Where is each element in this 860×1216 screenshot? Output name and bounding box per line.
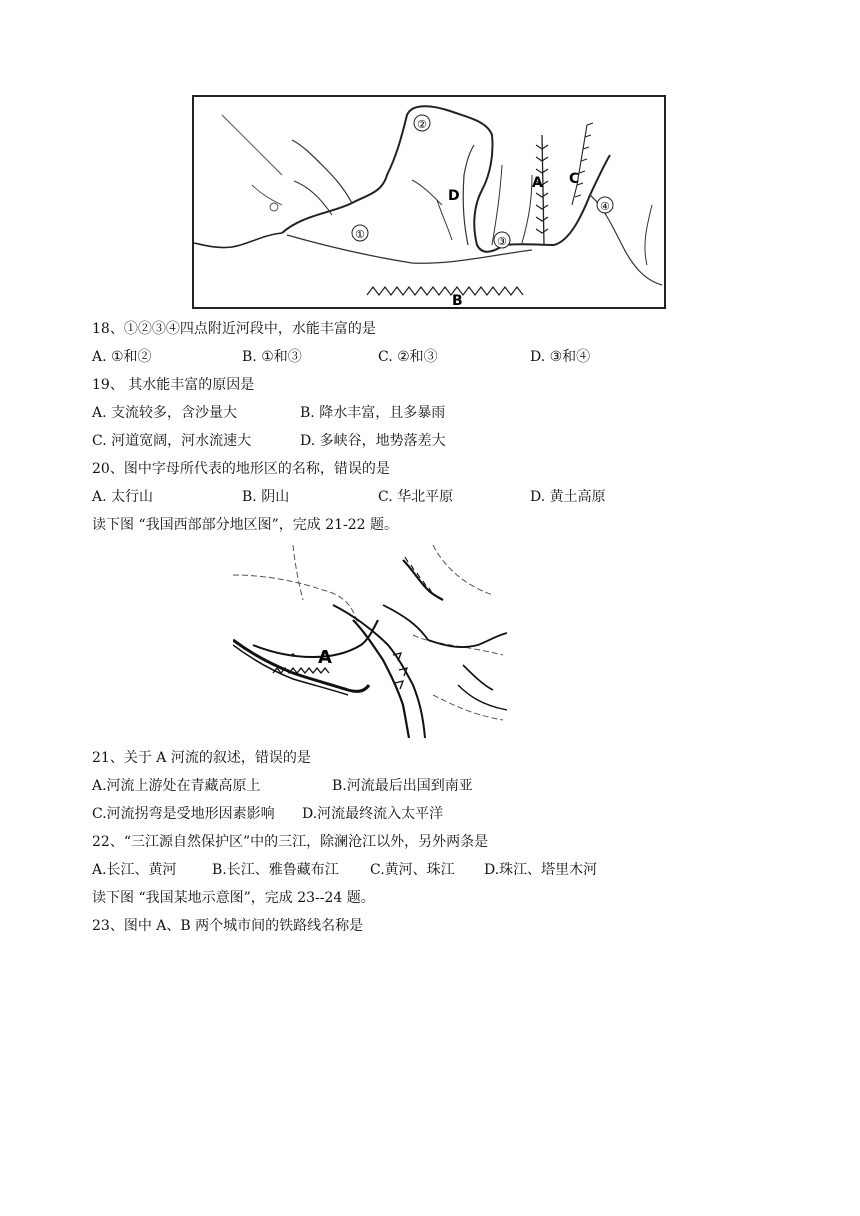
q21-option-d[interactable]: D.河流最终流入太平洋 bbox=[302, 806, 444, 822]
q21-option-b[interactable]: B.河流最后出国到南亚 bbox=[332, 778, 473, 794]
q18-option-a[interactable]: A. ①和② bbox=[92, 349, 152, 365]
map2-label-A: A bbox=[318, 647, 332, 668]
map1-label-4: ④ bbox=[600, 200, 610, 213]
western-china-map bbox=[233, 545, 507, 738]
q19-option-b[interactable]: B. 降水丰富，且多暴雨 bbox=[300, 405, 446, 421]
map1-label-B: B bbox=[452, 293, 463, 309]
q21-option-c[interactable]: C.河流拐弯是受地形因素影响 bbox=[92, 806, 275, 822]
map1-label-D: D bbox=[448, 188, 460, 204]
q20-option-c[interactable]: C. 华北平原 bbox=[378, 489, 454, 505]
q21-option-a[interactable]: A.河流上游处在青藏高原上 bbox=[92, 778, 261, 794]
q21-stem: 21、关于 A 河流的叙述，错误的是 bbox=[92, 750, 311, 766]
q19-options-row2 bbox=[92, 429, 812, 453]
q18-options bbox=[92, 345, 812, 369]
q22-stem: 22、“三江源自然保护区”中的三江，除澜沧江以外，另外两条是 bbox=[92, 834, 489, 850]
q21-options-row2 bbox=[92, 802, 812, 826]
q18-option-b[interactable]: B. ①和③ bbox=[242, 349, 302, 365]
q19-option-a[interactable]: A. 支流较多，含沙量大 bbox=[92, 405, 238, 421]
q22-option-d[interactable]: D.珠江、塔里木河 bbox=[484, 862, 598, 878]
q22-option-a[interactable]: A.长江、黄河 bbox=[92, 862, 177, 878]
map1-label-1: ① bbox=[355, 228, 365, 241]
q18-option-d[interactable]: D. ③和④ bbox=[530, 349, 591, 365]
intro-21-22: 读下图 “我国西部部分地区图”，完成 21-22 题。 bbox=[92, 517, 399, 533]
map1-label-A: A bbox=[532, 175, 543, 191]
map1-label-2: ② bbox=[417, 118, 427, 131]
q19-option-d[interactable]: D. 多峡谷，地势落差大 bbox=[300, 433, 446, 449]
q20-options bbox=[92, 485, 812, 509]
q19-options-row1 bbox=[92, 401, 812, 425]
map1-label-C: C bbox=[569, 171, 580, 187]
yellow-river-map bbox=[192, 95, 666, 309]
q22-option-c[interactable]: C.黄河、珠江 bbox=[370, 862, 455, 878]
q19-option-c[interactable]: C. 河道宽阔，河水流速大 bbox=[92, 433, 252, 449]
q23-stem: 23、图中 A、B 两个城市间的铁路线名称是 bbox=[92, 918, 364, 934]
q20-option-b[interactable]: B. 阴山 bbox=[242, 489, 290, 505]
intro-23-24: 读下图 “我国某地示意图”，完成 23--24 题。 bbox=[92, 890, 375, 906]
q22-option-b[interactable]: B.长江、雅鲁藏布江 bbox=[212, 862, 339, 878]
q20-option-a[interactable]: A. 太行山 bbox=[92, 489, 154, 505]
q22-options bbox=[92, 858, 812, 882]
q19-stem: 19、 其水能丰富的原因是 bbox=[92, 377, 255, 393]
q18-option-c[interactable]: C. ②和③ bbox=[378, 349, 438, 365]
map1-label-3: ③ bbox=[497, 235, 507, 248]
q21-options-row1 bbox=[92, 774, 812, 798]
q20-stem: 20、图中字母所代表的地形区的名称，错误的是 bbox=[92, 461, 390, 477]
q18-stem: 18、①②③④四点附近河段中，水能丰富的是 bbox=[92, 321, 376, 337]
q20-option-d[interactable]: D. 黄土高原 bbox=[530, 489, 606, 505]
